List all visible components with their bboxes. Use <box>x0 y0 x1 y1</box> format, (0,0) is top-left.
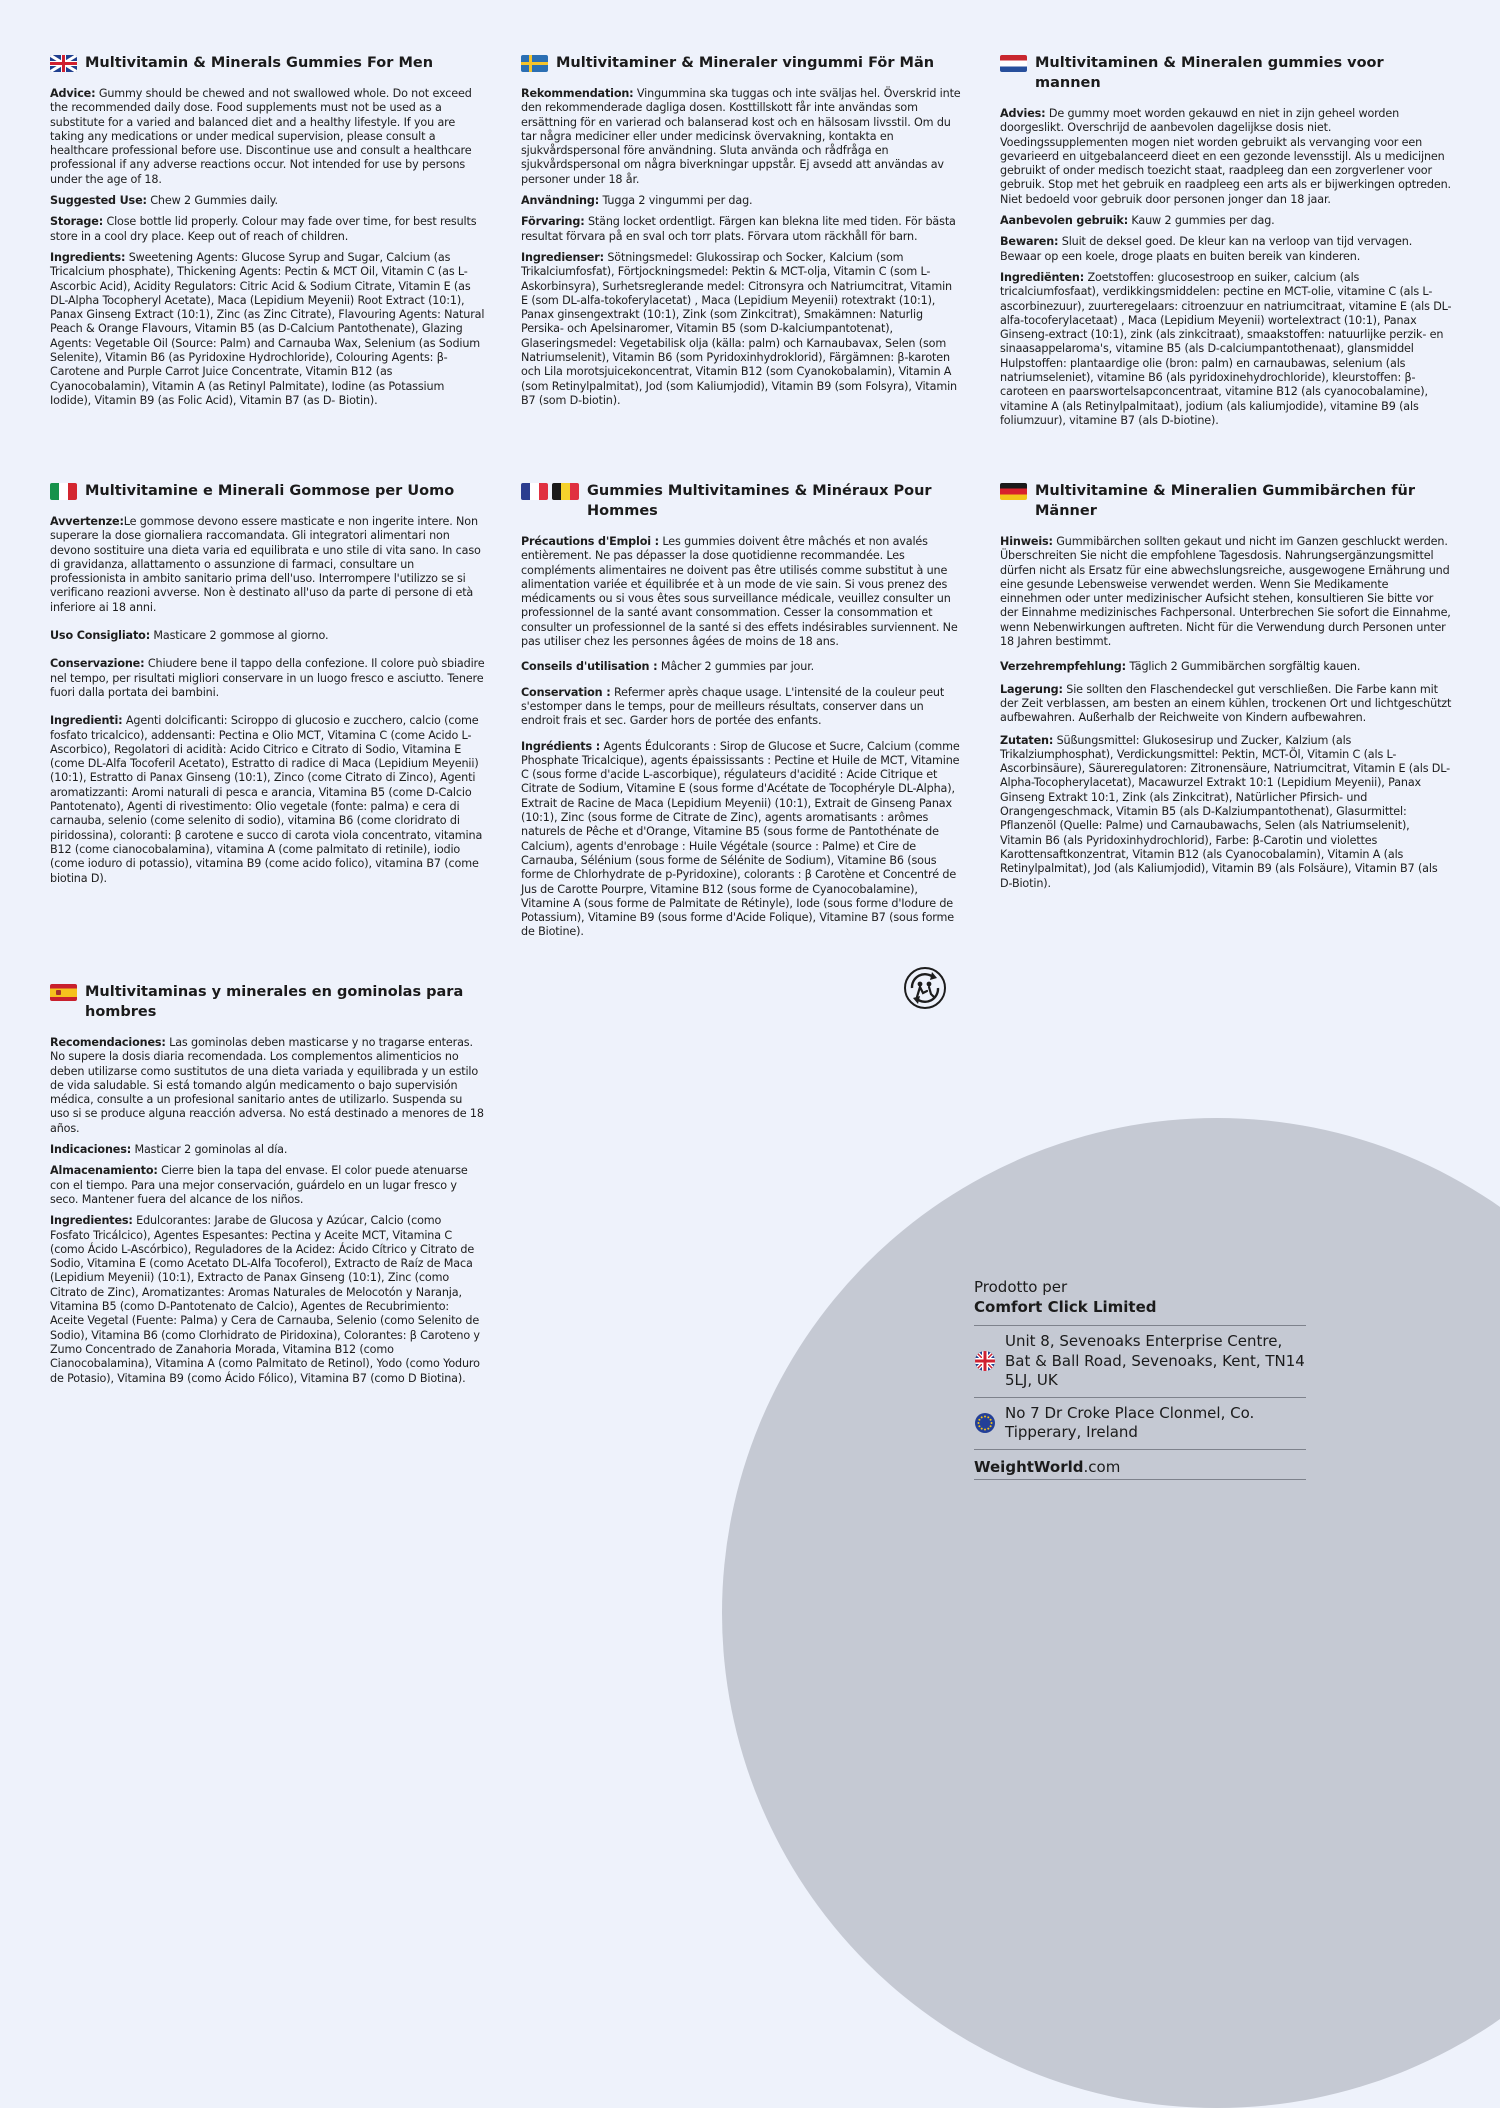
storage-text: Conservation : Refermer après chaque usage. L'intensité de la couleur peut s'estomper dans le temps, pour de meilleurs résultats, conserver dans un endroit frais et sec. Garder hors de portée des enfants. <box>521 685 945 728</box>
use-text: Indicaciones: Masticar 2 gominolas al día. <box>50 1143 288 1157</box>
eu-address: No 7 Dr Croke Place Clonmel, Co. Tipperary, Ireland <box>1005 1403 1255 1441</box>
uk-flag-icon <box>974 1350 996 1372</box>
storage-text: Förvaring: Stäng locket ordentligt. Färgen kan blekna lite med tiden. För bästa resultat förvara på en sval och torr plats. Förvara utom räckhåll för barn. <box>521 215 956 243</box>
decorative-circle <box>722 1118 1500 2108</box>
use-text: Suggested Use: Chew 2 Gummies daily. <box>50 194 278 208</box>
use-text: Verzehrempfehlung: Täglich 2 Gummibärchen sorgfältig kauen. <box>1000 660 1361 674</box>
section-header <box>1000 481 1452 521</box>
advice-text: Rekommendation: Vingummina ska tuggas och inte sväljas hel. Överskrid inte den rekommenderade dagliga dosen. Kosttillskott får inte användas som ersättning för en varierad och balanserad kost och en hälsosam livsstil. Om du tar några mediciner eller under medicinsk övervakning, kontakta en sjukvårdspersonal före användning. Sluta använda och rådfråga en sjukvårdspersonal om några biverkningar uppstår. Ej avsedd att användas av personer under 18 år. <box>521 87 961 186</box>
ingredients-text: Ingredienser: Sötningsmedel: Glukossirap och Socker, Kalcium (som Trikalciumfosfat), Förtjockningsmedel: Pektin & MCT-olja, Vitamin C (som L-Askorbinsyra), Surhetsreglerande medel: Citronsyra och Natriumcitrat, Vitamin E (som DL-alfa-tokoferylacetat) , Maca (Lepidium Meyenii) rotextrakt (10:1), Panax ginsengextrakt (10:1), Zink (som Zinkcitrat), Smakämnen: Naturlig Persika- och Apelsinaromer, Vitamin B5 (som D-kalciumpantotenat), Glaseringsmedel: Vegetabilisk olja (källa: palm) och Karnaubavax, Selen (som Natriumselenit), Vitamin B6 (som Pyridoxinhydroklorid), Färgämnen: β-karoten och Lila morotsjuicekoncentrat, Vitamin B12 (som Cyanokobalamin), Vitamin A (som Retinylpalmitat), Jod (som Kaliumjodid), Vitamin B9 (som Folsyra), Vitamin B7 (som D-biotin). <box>521 250 957 407</box>
germany-flag-icon <box>1000 483 1027 500</box>
ingredients-text: Ingrédients : Agents Édulcorants : Sirop de Glucose et Sucre, Calcium (comme Phosphate Tricalcique), agents épaississants : Pectine et Huile de MCT, Vitamine C (sous forme d'acide L-ascorbique), régulateurs d'acidité : Acide Citrique et Citrate de Sodium, Vitamine E (sous forme d'Acétate de Tocophéryle DL-Alpha), Extrait de Racine de Maca (Lepidium Meyenii) (10:1), Extrait de Ginseng Panax (10:1), Zinc (sous forme de Citrate de Zinc), agents aromatisants : arômes naturels de Pêche et d'Orange, Vitamine B5 (sous forme de Pantothénate de Calcium), agents d'enrobage : Huile Végétale (source : Palme) et Cire de Carnauba, Sélénium (sous forme de Sélénite de Sodium), Vitamine B6 (sous forme de Chlorhydrate de p-Pyridoxine), colorants : β Carotène et Concentré de Jus de Carotte Pourpre, Vitamine B12 (sous forme de Cyanocobalamine), Vitamine A (sous forme de Palmitate de Rétinyle), Iode (sous forme d'Iodure de Potassium), Vitamine B9 (sous forme d'Acide Folique), Vitamine B7 (sous forme de Biotine). <box>521 739 960 939</box>
eu-flag-icon <box>974 1412 996 1434</box>
section-dutch <box>1000 53 1452 435</box>
advice-text: Advice: Gummy should be chewed and not swallowed whole. Do not exceed the recommended daily dose. Food supplements must not be used as a substitute for a varied and balanced diet and a healthy lifestyle. If you are taking any medications or under medical supervision, please consult a healthcare professional before use. Discontinue use and consult a healthcare professional if any adverse reactions occur. Not intended for use by persons under the age of 18. <box>50 87 472 186</box>
section-header <box>50 481 486 501</box>
section-spanish <box>50 982 484 1393</box>
section-french <box>521 481 962 947</box>
section-german <box>1000 481 1452 898</box>
uk-address-row <box>974 1326 1306 1398</box>
advice-text: Précautions d'Emploi : Les gummies doivent être mâchés et non avalés entièrement. Ne pas dépasser la dose quotidienne recommandée. Les compléments alimentaires ne doivent pas être utilisés comme substitut à une alimentation variée et équilibrée et à un mode de vie sain. Si vous prenez des médicaments ou si vous êtes sous surveillance médicale, veuillez consulter un professionnel de la santé avant consommation. Cesser la consommation et consulter un professionnel de la santé si des effets indésirables surviennent. Ne pas utiliser chez les personnes âgées de moins de 18 ans. <box>521 535 958 649</box>
storage-text: Lagerung: Sie sollten den Flaschendeckel gut verschließen. Die Farbe kann mit der Zeit verblassen, am besten an einem kühlen, trockenen Ort und lichtgeschützt aufbewahren. Außerhalb der Reichweite von Kindern aufbewahren. <box>1000 682 1452 725</box>
ingredients-text: Ingrediënten: Zoetstoffen: glucosestroop en suiker, calcium (als tricalciumfosfaat), verdikkingsmiddelen: pectine en MCT-olie, vitamine C (als L-ascorbinezuur), zuurteregelaars: citroenzuur en natriumcitraat, vitamine E (als DL-alfa-tocoferylacetaat) , Maca (Lepidium Meyenii) wortelextract (10:1), Panax Ginseng-extract (10:1), zink (als zinkcitraat), smaakstoffen: natuurlijke perzik- en sinaasappelaroma's, vitamine B5 (als D-calciumpantothenaat), glansmiddel Hulpstoffen: plantaardige olie (bron: palm) en carnaubawas, selenium (als natriumseleniet), vitamine B6 (als pyridoxinehydrochloride), kleurstoffen: β-caroteen en paarswortelsapconcentraat, vitamine B12 (als cyanocobalamine), vitamine A (als Retinylpalmitaat), jodium (als kaliumjodide), vitamine B9 (als foliumzuur), vitamine B7 (als D-biotine). <box>1000 270 1452 427</box>
france-flag-icon <box>521 483 548 500</box>
section-title: Multivitamine e Minerali Gommose per Uomo <box>85 483 455 499</box>
use-text: Aanbevolen gebruik: Kauw 2 gummies per dag. <box>1000 214 1275 228</box>
section-swedish <box>521 53 961 415</box>
section-header <box>1000 53 1452 93</box>
section-header <box>521 53 961 73</box>
sweden-flag-icon <box>521 55 548 72</box>
advice-text: Recomendaciones: Las gominolas deben masticarse y no tragarse enteras. No supere la dosis diaria recomendada. Los complementos alimenticios no deben utilizarse como sustitutos de una dieta variada y equilibrada y un estilo de vida saludable. Si está tomando algún medicamento o bajo supervisión médica, consulte a un profesional sanitario antes de utilizarlo. Suspenda su uso si se produce alguna reacción adversa. No está destinado a menores de 18 años. <box>50 1036 484 1135</box>
storage-text: Storage: Close bottle lid properly. Colour may fade over time, for best results store in a cool dry place. Keep out of reach of children. <box>50 215 477 243</box>
produced-for-label: Prodotto per <box>974 1278 1068 1296</box>
uk-address: Unit 8, Sevenoaks Enterprise Centre, Bat & Ball Road, Sevenoaks, Kent, TN14 5LJ, UK <box>1005 1332 1305 1389</box>
section-english <box>50 53 488 415</box>
use-text: Uso Consigliato: Masticare 2 gommose al giorno. <box>50 629 329 643</box>
company-name: Comfort Click Limited <box>974 1297 1306 1326</box>
triman-recycling-icon <box>903 966 947 1010</box>
storage-text: Conservazione: Chiudere bene il tappo della confezione. Il colore può sbiadire nel tempo, per risultati migliori conservare in un luogo fresco e asciutto. Tenere fuori dalla portata dei bambini. <box>50 657 485 699</box>
advice-text: Advies: De gummy moet worden gekauwd en niet in zijn geheel worden doorgeslikt. Overschrijd de aanbevolen dagelijkse dosis niet. Voedingssupplementen mogen niet worden gebruikt als vervanging voor een gevarieerd en uitgebalanceerd dieet en een gezonde levensstijl. Als u medicijnen gebruikt of onder medisch toezicht staat, raadpleeg dan een zorgverlener voor gebruik. Stop met het gebruik en raadpleeg een arts als er bijwerkingen optreden. Niet bedoeld voor gebruik door personen jonger dan 18 jaar. <box>1000 107 1451 206</box>
eu-address-row <box>974 1398 1306 1450</box>
section-title: Multivitaminen & Mineralen gummies voor mannen <box>1035 55 1384 91</box>
belgium-flag-icon <box>552 483 579 500</box>
use-text: Användning: Tugga 2 vingummi per dag. <box>521 194 753 208</box>
section-title: Multivitamin & Minerals Gummies For Men <box>85 55 434 71</box>
manufacturer-info <box>974 1278 1306 1480</box>
website-link[interactable]: WeightWorld.com <box>974 1450 1306 1480</box>
storage-text: Almacenamiento: Cierre bien la tapa del envase. El color puede atenuarse con el tiempo. Para una mejor conservación, guárdelo en un lugar fresco y seco. Mantener fuera del alcance de los niños. <box>50 1164 468 1206</box>
use-text: Conseils d'utilisation : Mâcher 2 gummies par jour. <box>521 660 815 674</box>
netherlands-flag-icon <box>1000 55 1027 72</box>
ingredients-text: Ingredientes: Edulcorantes: Jarabe de Glucosa y Azúcar, Calcio (como Fosfato Tricálcico), Agentes Espesantes: Pectina y Aceite MCT, Vitamina C (como Ácido L-Ascórbico), Reguladores de la Acidez: Ácido Cítrico y Citrato de Sodio, Vitamina E (como Acetato DL-Alfa Tocoferol), Extracto de Raíz de Maca (Lepidium Meyenii) (10:1), Extracto de Panax Ginseng (10:1), Zinc (como Citrato de Zinc), Aromatizantes: Aromas Naturales de Melocotón y Naranja, Vitamina B5 (como D-Pantotenato de Calcio), Agentes de Recubrimiento: Aceite Vegetal (Fuente: Palma) y Cera de Carnauba, Selenio (como Selenito de Sodio), Vitamina B6 (como Clorhidrato de Piridoxina), Colorantes: β Caroteno y Zumo Concentrado de Zanahoria Morada, Vitamina B12 (como Cianocobalamina), Vitamina A (como Palmitato de Retinol), Yodo (como Yoduro de Potasio), Vitamina B9 (como Ácido Fólico), Vitamina B7 (como D Biotina). <box>50 1214 480 1385</box>
section-title: Multivitamine & Mineralien Gummibärchen für Männer <box>1035 483 1416 519</box>
section-title: Multivitaminas y minerales en gominolas para hombres <box>85 984 464 1020</box>
ingredients-text: Ingredienti: Agenti dolcificanti: Sciroppo di glucosio e zucchero, calcio (come fosfato tricalcico), addensanti: Pectina e Olio MCT, Vitamina C (come Acido L- Ascorbico), Regolatori di acidità: Acido Citrico e Citrato di Sodio, Vitamina E (come DL-Alfa Tocoferil Acetato), Estratto di radice di Maca (Lepidium Meyenii) (10:1), Estratto di Panax Ginseng (10:1), Zinco (come Citrato di Zinco), Agenti aromatizzanti: Aromi naturali di pesca e arancia, Vitamina B5 (come D-Calcio Pantotenato), Agenti di rivestimento: Olio vegetale (fonte: palma) e cera di carnauba, selenio (come selenito di sodio), vitamina B6 (come cloridrato di piridossina), coloranti: β carotene e succo di carota viola concentrato, vitamina B12 (come cianocobalamina), vitamina A (come palmitato di retinile), iodio (come ioduro di potassio), vitamina B9 (come acido folico), vitamina B7 (come biotina D). <box>50 714 483 885</box>
storage-text: Bewaren: Sluit de deksel goed. De kleur kan na verloop van tijd vervagen. Bewaar op een koele, droge plaats en buiten bereik van kinderen. <box>1000 235 1413 263</box>
section-title: Multivitaminer & Mineraler vingummi För Män <box>556 55 935 71</box>
uk-flag-icon <box>50 55 77 72</box>
section-header <box>521 481 962 521</box>
section-title: Gummies Multivitamines & Minéraux Pour Hommes <box>587 483 932 519</box>
ingredients-text: Zutaten: Süßungsmittel: Glukosesirup und Zucker, Kalzium (als Trikalziumphosphat), Verdickungsmittel: Pektin, MCT-Öl, Vitamin C (als L-Ascorbinsäure), Säureregulatoren: Zitronensäure, Natriumcitrat, Vitamin E (als DL-Alpha-Tocopherylacetat), Macawurzel Extrakt 10:1 (Lepidium Meyenii), Panax Ginseng Extrakt 10:1, Zink (als Zinkcitrat), Natürlicher Pfirsich- und Orangengeschmack, Vitamin B5 (als D-Kalziumpantothenat), Glasurmittel: Pflanzenöl (Quelle: Palme) und Carnaubawachs, Selen (als Natriumselenit), Vitamin B6 (als Pyridoxinhydrochlorid), Farbe: β-Carotin und violettes Karottensaftkonzentrat, Vitamin B12 (als Cyanocobalamin), Vitamin A (als Retinylpalmitat), Jod (als Kaliumjodid), Vitamin B9 (als Folsäure), Vitamin B7 (als D-Biotin). <box>1000 733 1451 890</box>
section-italian <box>50 481 486 893</box>
spain-flag-icon <box>50 984 77 1001</box>
advice-text: Avvertenze:Le gommose devono essere masticate e non ingerite intere. Non superare la dose giornaliera raccomandata. Gli integratori alimentari non devono sostituire una dieta varia ed equilibrata e uno stile di vita sano. In caso di gravidanza, allattamento o assunzione di farmaci, consultare un professionista in ambito sanitario prima dell'uso. Interrompere l'utilizzo se si verificano reazioni avverse. Non è destinato all'uso da parte di persone di età inferiore ai 18 anni. <box>50 515 481 614</box>
section-header <box>50 53 488 73</box>
ingredients-text: Ingredients: Sweetening Agents: Glucose Syrup and Sugar, Calcium (as Tricalcium phosphate), Thickening Agents: Pectin & MCT Oil, Vitamin C (as L- Ascorbic Acid), Acidity Regulators: Citric Acid & Sodium Citrate, Vitamin E (as DL-Alpha Tocopheryl Acetate), Maca (Lepidium Meyenii) Root Extract (10:1), Panax Ginseng Extract (10:1), Zinc (as Zinc Citrate), Flavouring Agents: Natural Peach & Orange Flavours, Vitamin B5 (as D-Calcium Pantothenate), Glazing Agents: Vegetable Oil (Source: Palm) and Carnauba Wax, Selenium (as Sodium Selenite), Vitamin B6 (as Pyridoxine Hydrochloride), Colouring Agents: β-Carotene and Purple Carrot Juice Concentrate, Vitamin B12 (as Cyanocobalamin), Vitamin A (as Retinyl Palmitate), Iodine (as Potassium Iodide), Vitamin B9 (as Folic Acid), Vitamin B7 (as D- Biotin). <box>50 250 485 407</box>
advice-text: Hinweis: Gummibärchen sollten gekaut und nicht im Ganzen geschluckt werden. Überschreiten Sie nicht die empfohlene Tagesdosis. Nahrungsergänzungsmittel dürfen nicht als Ersatz für eine abwechslungsreiche, ausgewogene Ernährung und eine gesunde Lebensweise verwendet werden. Wenn Sie Medikamente einnehmen oder unter medizinischer Aufsicht stehen, konsultieren Sie bitte vor der Einnahme medizinisches Fachpersonal. Unterbrechen Sie sofort die Einnahme, wenn Nebenwirkungen auftreten. Nicht für die Verwendung durch Personen unter 18 Jahren bestimmt. <box>1000 535 1451 649</box>
section-header <box>50 982 484 1022</box>
italy-flag-icon <box>50 483 77 500</box>
